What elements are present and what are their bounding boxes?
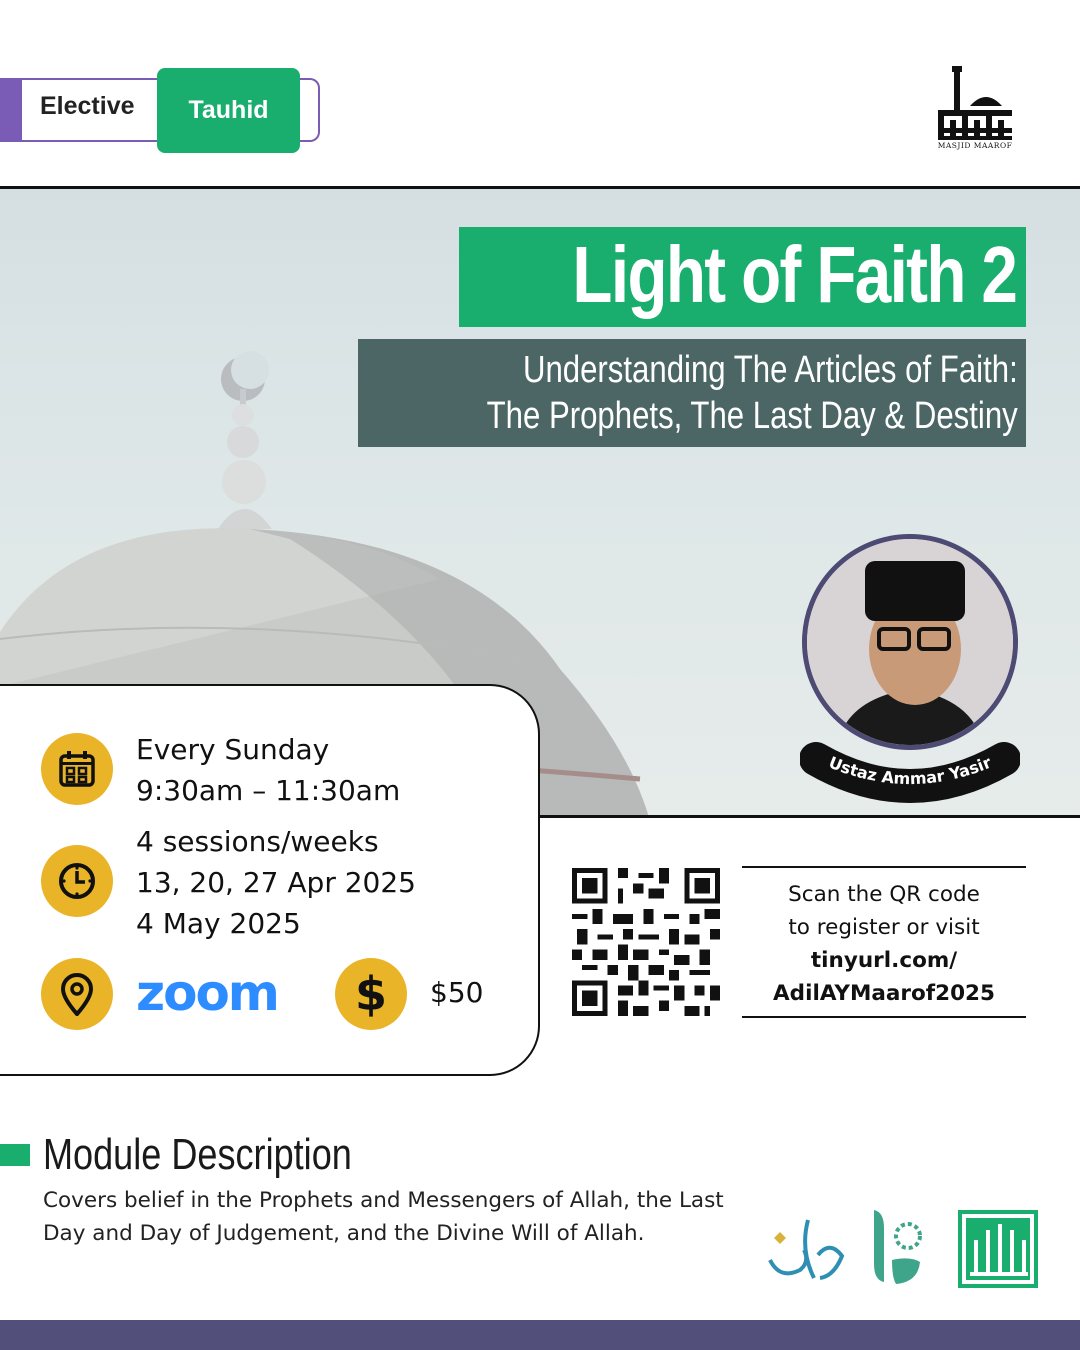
location-pin-icon bbox=[41, 958, 113, 1030]
schedule-time: 9:30am – 11:30am bbox=[136, 774, 401, 807]
schedule-day-time bbox=[136, 729, 400, 811]
schedule-sessions bbox=[136, 821, 416, 944]
course-tags bbox=[0, 68, 322, 154]
speaker-photo bbox=[807, 539, 1013, 745]
course-subtitle-box bbox=[358, 339, 1026, 447]
tauhid-tag bbox=[157, 68, 300, 153]
course-subtitle-line-1: Understanding The Articles of Faith: bbox=[523, 349, 1018, 391]
registration-url-1[interactable]: tinyurl.com/ bbox=[810, 948, 958, 973]
session-dates-1: 13, 20, 27 Apr 2025 bbox=[136, 866, 416, 899]
sessions-count: 4 sessions/weeks bbox=[136, 825, 379, 858]
clock-icon bbox=[41, 845, 113, 917]
scan-instruction-2: to register or visit bbox=[788, 915, 980, 940]
registration-url-2[interactable]: AdilAYMaarof2025 bbox=[773, 981, 995, 1006]
speaker-name-arc bbox=[800, 729, 1020, 809]
course-title: Light of Faith 2 bbox=[572, 230, 1016, 319]
zoom-logo: zoom bbox=[136, 964, 278, 1022]
schedule-day: Every Sunday bbox=[136, 733, 330, 766]
scan-instruction-1: Scan the QR code bbox=[788, 882, 980, 907]
speaker-name: Ustaz Ammar Yasir bbox=[826, 752, 994, 789]
registration-info bbox=[742, 866, 1026, 1018]
muis-logo bbox=[874, 1210, 920, 1284]
section-divider bbox=[538, 815, 1080, 818]
module-heading: Module Description bbox=[43, 1130, 352, 1179]
registration-qr-code[interactable] bbox=[572, 868, 720, 1016]
course-title-box bbox=[459, 227, 1026, 327]
module-description: Covers belief in the Prophets and Messengers of Allah, the Last Day and Day of Judgement, and the Divine Will of Allah. bbox=[43, 1188, 724, 1246]
elective-label: Elective bbox=[40, 92, 135, 120]
masjid-partner-logo bbox=[958, 1210, 1038, 1288]
calendar-icon bbox=[41, 733, 113, 805]
masjid-logo-caption: MASJID MAAROF bbox=[937, 141, 1013, 150]
session-dates-2: 4 May 2025 bbox=[136, 907, 301, 940]
footer-bar bbox=[0, 1320, 1080, 1350]
course-subtitle-line-2: The Prophets, The Last Day & Destiny bbox=[486, 395, 1018, 437]
speaker-portrait bbox=[802, 534, 1018, 750]
course-price: $50 bbox=[430, 976, 484, 1009]
adil-logo bbox=[770, 1220, 842, 1278]
dollar-icon: $ bbox=[335, 958, 407, 1030]
section-marker bbox=[0, 1144, 30, 1166]
tauhid-label: Tauhid bbox=[188, 96, 269, 124]
partner-logos bbox=[760, 1200, 1040, 1295]
